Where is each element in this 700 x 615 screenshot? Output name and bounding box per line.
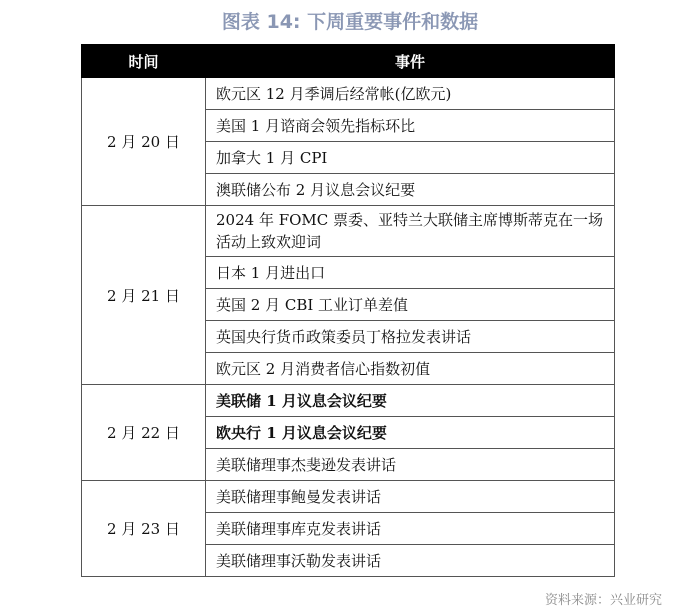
event-cell: 加拿大 1 月 CPI — [206, 142, 615, 174]
event-cell: 欧央行 1 月议息会议纪要 — [206, 417, 615, 449]
event-cell: 澳联储公布 2 月议息会议纪要 — [206, 174, 615, 206]
event-cell: 欧元区 2 月消费者信心指数初值 — [206, 353, 615, 385]
table-header-row — [82, 45, 615, 78]
event-cell: 美联储理事库克发表讲话 — [206, 513, 615, 545]
event-cell: 美国 1 月谘商会领先指标环比 — [206, 110, 615, 142]
date-cell: 2 月 22 日 — [82, 385, 206, 481]
event-cell: 美联储理事杰斐逊发表讲话 — [206, 449, 615, 481]
event-cell: 英国央行货币政策委员丁格拉发表讲话 — [206, 321, 615, 353]
date-cell: 2 月 21 日 — [82, 206, 206, 385]
header-event: 事件 — [206, 45, 615, 78]
event-cell: 美联储 1 月议息会议纪要 — [206, 385, 615, 417]
events-table — [81, 44, 615, 577]
figure-title: 图表 14: 下周重要事件和数据 — [221, 11, 479, 33]
event-cell: 2024 年 FOMC 票委、亚特兰大联储主席博斯蒂克在一场活动上致欢迎词 — [206, 206, 615, 257]
event-cell: 欧元区 12 月季调后经常帐(亿欧元) — [206, 78, 615, 110]
event-cell: 美联储理事鲍曼发表讲话 — [206, 481, 615, 513]
event-cell: 美联储理事沃勒发表讲话 — [206, 545, 615, 577]
table-row — [82, 78, 615, 110]
event-cell: 日本 1 月进出口 — [206, 257, 615, 289]
header-time: 时间 — [82, 45, 206, 78]
date-cell: 2 月 23 日 — [82, 481, 206, 577]
event-cell: 英国 2 月 CBI 工业订单差值 — [206, 289, 615, 321]
table-row — [82, 385, 615, 417]
table-row — [82, 481, 615, 513]
source-note: 资料来源：兴业研究 — [544, 593, 662, 608]
date-cell: 2 月 20 日 — [82, 78, 206, 206]
table-row — [82, 206, 615, 257]
